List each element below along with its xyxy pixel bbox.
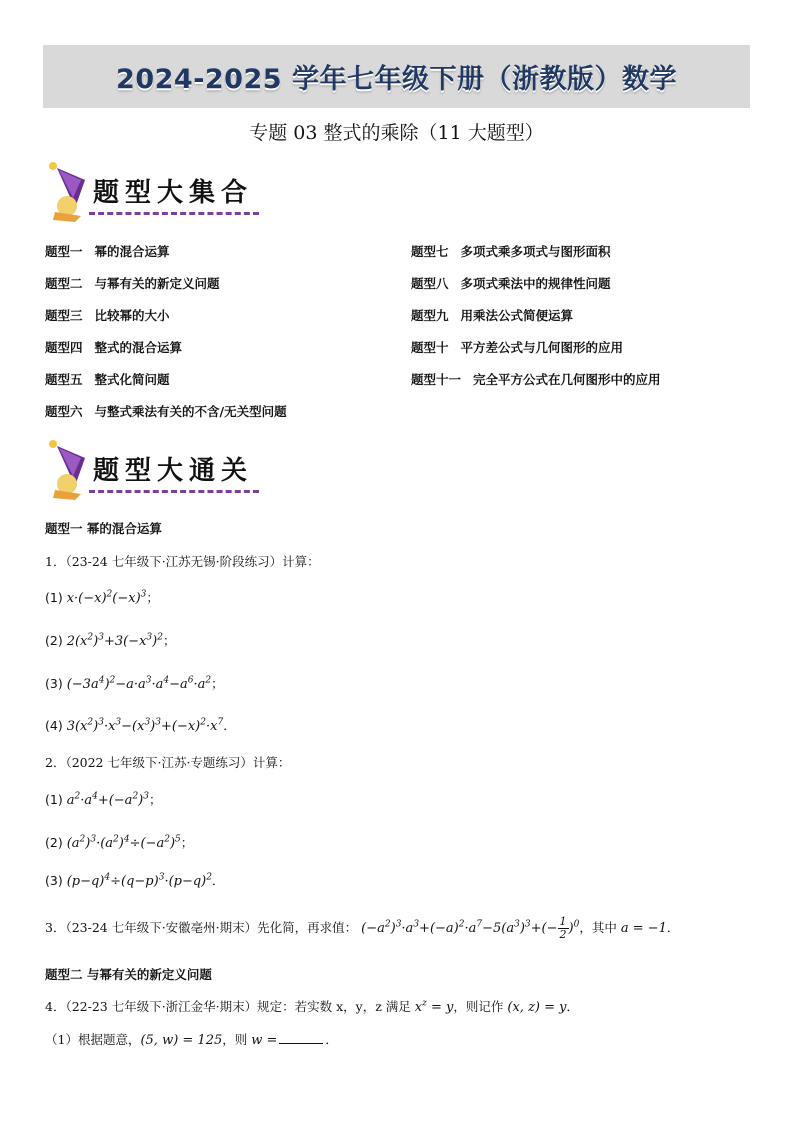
subtitle: 专题 03 整式的乘除（11 大题型） bbox=[249, 122, 544, 144]
logo-underline bbox=[89, 490, 259, 493]
question-3: 3．（23-24 七年级下·安徽亳州·期末）先化简，再求值： $(-a^2)^3\cdot a^3+(-a)^2\cdot a^7-5(a^3)^3+(-$ $\frac{1}{2}$ )$^0$，其中 a = −1． bbox=[45, 915, 680, 941]
wizard-icon bbox=[45, 436, 95, 502]
question-1-intro: 1．（23-24 七年级下·江苏无锡·阶段练习）计算： bbox=[45, 554, 320, 569]
question-1-item-4: (4) $3(x^2)^3\cdot x^3-(x^3)^3+(-x)^2\cdot x^7$． bbox=[45, 717, 236, 734]
logo-underline bbox=[89, 212, 259, 215]
toc-item[interactable]: 题型一 幂的混合运算 bbox=[45, 244, 170, 259]
question-1-item-2: (2) $2(x^2)^3+3(-x^3)^2$； bbox=[45, 632, 176, 649]
wizard-icon bbox=[45, 158, 95, 224]
toc-right-column bbox=[411, 243, 661, 403]
question-2-item-3: (3) $(p-q)^4\div(q-p)^3\cdot(p-q)^2$． bbox=[45, 872, 225, 889]
question-4-part-1: （1）根据题意，(5, w) = 125，则 w = ． bbox=[45, 1032, 338, 1048]
question-2-item-2: (2) $(a^2)^3\cdot(a^2)^4\div(-a^2)^5$； bbox=[45, 834, 194, 851]
toc-item[interactable]: 题型八 多项式乘法中的规律性问题 bbox=[411, 276, 611, 291]
question-1-item-1: (1) $x\cdot(-x)^2(-x)^3$； bbox=[45, 589, 159, 606]
toc-item[interactable]: 题型三 比较幂的大小 bbox=[45, 308, 170, 323]
collection-logo-text: 题型大集合 bbox=[93, 178, 254, 208]
toc-item[interactable]: 题型九 用乘法公式简便运算 bbox=[411, 308, 574, 323]
toc-left-column bbox=[45, 243, 287, 435]
practice-logo-text: 题型大通关 bbox=[93, 456, 254, 486]
toc-item[interactable]: 题型五 整式化简问题 bbox=[45, 372, 170, 387]
section-logo-collection bbox=[45, 158, 265, 224]
question-2-intro: 2．（2022 七年级下·江苏·专题练习）计算： bbox=[45, 755, 291, 770]
type1-heading: 题型一 幂的混合运算 bbox=[45, 521, 162, 536]
toc-item[interactable]: 题型六 与整式乘法有关的不含/无关型问题 bbox=[45, 404, 287, 419]
toc-item[interactable]: 题型七 多项式乘多项式与图形面积 bbox=[411, 244, 611, 259]
answer-blank[interactable] bbox=[279, 1043, 323, 1044]
banner-title: 2024-2025 学年七年级下册（浙教版）数学 bbox=[116, 64, 677, 95]
section-logo-practice bbox=[45, 436, 265, 502]
title-banner bbox=[43, 45, 750, 108]
toc-item[interactable]: 题型二 与幂有关的新定义问题 bbox=[45, 276, 220, 291]
toc-item[interactable]: 题型十一 完全平方公式在几何图形中的应用 bbox=[411, 372, 661, 387]
type2-heading: 题型二 与幂有关的新定义问题 bbox=[45, 967, 212, 982]
toc-item[interactable]: 题型四 整式的混合运算 bbox=[45, 340, 183, 355]
toc-item[interactable]: 题型十 平方差公式与几何图形的应用 bbox=[411, 340, 624, 355]
question-2-item-1: (1) $a^2\cdot a^4+(-a^2)^3$； bbox=[45, 791, 162, 808]
question-1-item-3: (3) $(-3a^4)^2-a\cdot a^3\cdot a^4-a^6\cdot a^2$； bbox=[45, 675, 224, 692]
question-4-intro: 4．（22-23 七年级下·浙江金华·期末）规定：若实数 x，y，z 满足 $x^z = y$，则记作 (x, z) = y． bbox=[45, 998, 580, 1015]
